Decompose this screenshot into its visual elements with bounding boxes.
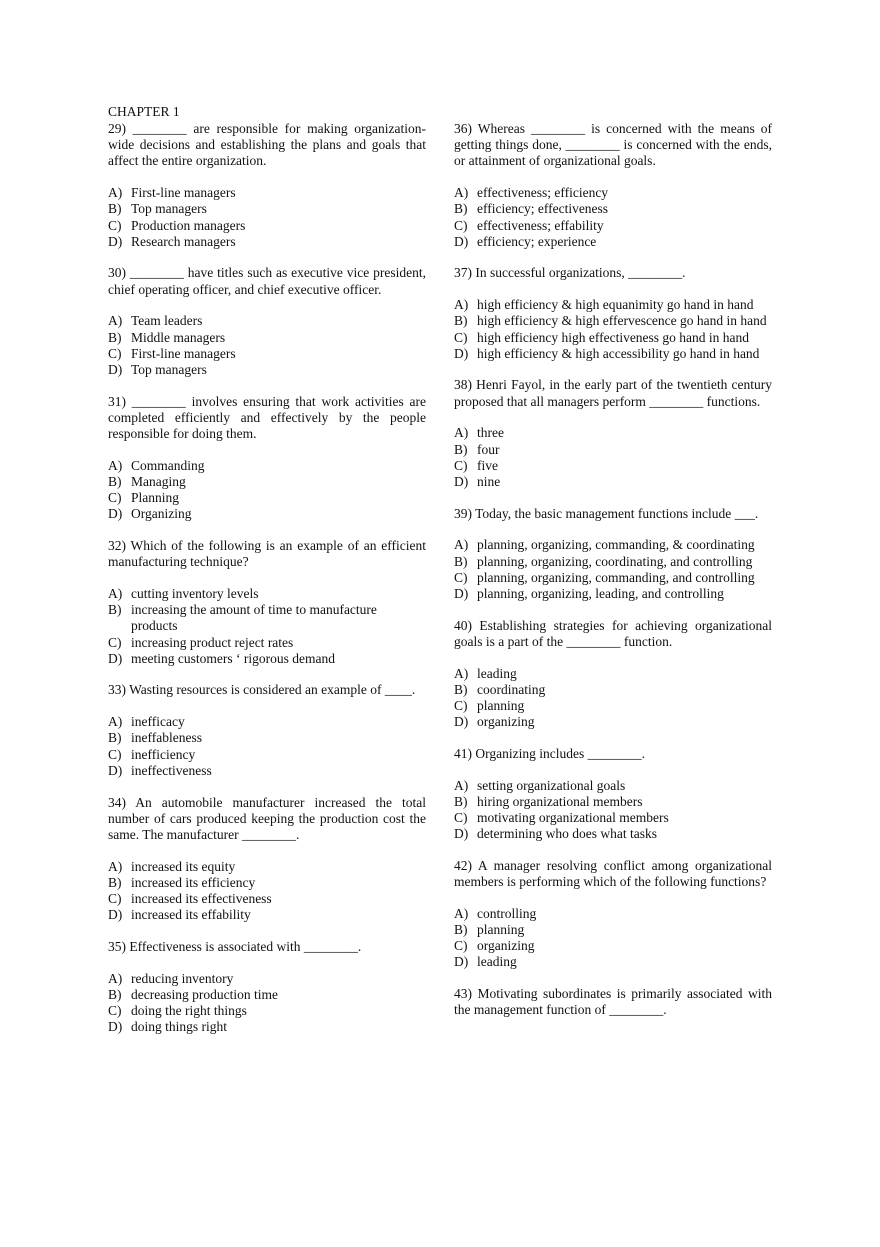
- option-letter: C): [108, 634, 122, 650]
- option-letter: A): [454, 777, 469, 793]
- answer-option: [108, 891, 426, 907]
- option-text: hiring organizational members: [477, 793, 643, 809]
- option-text: Top managers: [131, 201, 207, 217]
- option-letter: B): [454, 793, 468, 809]
- option-text: high efficiency & high equanimity go hand in hand: [477, 297, 754, 313]
- question-block: [454, 506, 772, 603]
- answer-option: [108, 313, 426, 329]
- option-text: Production managers: [131, 217, 246, 233]
- option-text: effectiveness; effability: [477, 217, 604, 233]
- option-letter: D): [108, 650, 123, 666]
- option-letter: B): [454, 553, 468, 569]
- question-stem: 43) Motivating subordinates is primarily associated with the management function of ________.: [454, 986, 772, 1018]
- option-letter: A): [454, 537, 469, 553]
- question-stem: 29) ________ are responsible for making organization-wide decisions and establishing the plans and goals that affect the entire organization.: [108, 121, 426, 169]
- answer-option: [108, 330, 426, 346]
- option-text: planning, organizing, commanding, & coordinating: [477, 537, 755, 553]
- option-letter: D): [108, 233, 123, 249]
- answer-option: [454, 346, 772, 362]
- option-letter: B): [108, 329, 122, 345]
- option-text: high efficiency high effectiveness go hand in hand: [477, 329, 750, 345]
- question-stem: 40) Establishing strategies for achieving organizational goals is a part of the ________ function.: [454, 617, 772, 649]
- answer-option: [108, 747, 426, 763]
- option-letter: D): [454, 714, 469, 730]
- option-text: increasing the amount of time to manufacture products: [131, 602, 377, 634]
- option-letter: B): [454, 441, 468, 457]
- question-stem: 30) ________ have titles such as executive vice president, chief operating officer, and chief executive officer.: [108, 265, 426, 297]
- option-text: meeting customers ‘ rigorous demand: [131, 650, 335, 666]
- option-letter: D): [108, 506, 123, 522]
- option-text: planning: [477, 922, 525, 938]
- option-letter: A): [108, 714, 123, 730]
- question-block: [454, 377, 772, 490]
- question-stem: 38) Henri Fayol, in the early part of the twentieth century proposed that all managers perform ________ functions.: [454, 377, 772, 409]
- option-letter: C): [454, 810, 468, 825]
- option-letter: B): [108, 986, 122, 1002]
- option-text: organizing: [477, 938, 535, 954]
- option-letter: D): [454, 473, 469, 489]
- option-text: Organizing: [131, 506, 192, 522]
- option-letter: D): [454, 345, 469, 361]
- option-text: planning, organizing, commanding, and controlling: [477, 569, 755, 585]
- question-block: [454, 121, 772, 250]
- question-block: [454, 746, 772, 843]
- option-letter: A): [108, 457, 123, 473]
- option-text: five: [477, 457, 498, 473]
- option-letter: D): [454, 954, 469, 970]
- answer-option: [108, 490, 426, 506]
- option-letter: A): [108, 970, 123, 986]
- question-block: [108, 939, 426, 1036]
- answer-option: [108, 763, 426, 779]
- answer-option: [108, 1003, 426, 1019]
- answer-option: [454, 442, 772, 458]
- answer-option: [108, 346, 426, 362]
- option-text: First-line managers: [131, 185, 236, 201]
- option-letter: B): [454, 201, 468, 217]
- answer-option: [454, 201, 772, 217]
- answer-option: [454, 826, 772, 842]
- option-letter: A): [454, 665, 469, 681]
- option-text: organizing: [477, 714, 535, 730]
- option-text: Planning: [131, 490, 180, 506]
- question-block: [108, 795, 426, 924]
- question-stem: 32) Which of the following is an example of an efficient manufacturing technique?: [108, 538, 426, 570]
- option-text: Managing: [131, 473, 186, 489]
- answer-option: [108, 714, 426, 730]
- option-letter: C): [454, 697, 468, 713]
- answer-option: [108, 730, 426, 746]
- answer-option: [108, 458, 426, 474]
- answer-option: [454, 570, 772, 586]
- answer-option: [454, 810, 772, 826]
- chapter-heading: CHAPTER 1: [108, 104, 180, 119]
- option-letter: B): [108, 602, 122, 618]
- option-text: increased its equity: [131, 858, 236, 874]
- option-text: increased its effability: [131, 907, 251, 923]
- option-text: increased its effectiveness: [131, 891, 272, 907]
- option-letter: C): [108, 1003, 122, 1019]
- option-text: effectiveness; efficiency: [477, 185, 609, 201]
- option-text: three: [477, 425, 504, 441]
- question-stem: 41) Organizing includes ________.: [454, 745, 645, 761]
- answer-option: [454, 554, 772, 570]
- option-letter: C): [108, 746, 122, 762]
- option-letter: D): [454, 233, 469, 249]
- answer-option: [454, 330, 772, 346]
- question-block: [454, 618, 772, 731]
- option-letter: D): [108, 762, 123, 778]
- question-block: [108, 538, 426, 667]
- answer-option: [454, 938, 772, 954]
- option-letter: C): [454, 569, 468, 585]
- answer-option: [454, 297, 772, 313]
- option-letter: B): [108, 201, 122, 217]
- option-text: controlling: [477, 905, 537, 921]
- option-text: cutting inventory levels: [131, 585, 259, 601]
- question-block: [454, 986, 772, 1018]
- answer-option: [454, 218, 772, 234]
- option-text: inefficiency: [131, 746, 196, 762]
- option-letter: D): [454, 585, 469, 601]
- answer-option: [108, 1019, 426, 1035]
- right-column: [454, 121, 772, 1034]
- answer-option: [108, 907, 426, 923]
- option-text: setting organizational goals: [477, 777, 626, 793]
- left-column: [108, 121, 426, 1051]
- option-letter: D): [108, 361, 123, 377]
- option-letter: C): [108, 345, 122, 361]
- option-letter: B): [108, 730, 122, 746]
- answer-option: [108, 218, 426, 234]
- option-text: leading: [477, 665, 517, 681]
- option-text: planning, organizing, coordinating, and controlling: [477, 553, 753, 569]
- answer-option: [108, 201, 426, 217]
- option-text: planning: [477, 697, 525, 713]
- option-letter: A): [454, 425, 469, 441]
- answer-option: [454, 794, 772, 810]
- answer-option: [454, 537, 772, 553]
- option-letter: C): [454, 938, 468, 954]
- option-letter: A): [108, 858, 123, 874]
- option-text: planning, organizing, leading, and controlling: [477, 585, 724, 601]
- answer-option: [108, 971, 426, 987]
- question-stem: 34) An automobile manufacturer increased the total number of cars produced keeping the production cost the same. The manufacturer ________.: [108, 794, 426, 842]
- answer-option: [454, 666, 772, 682]
- answer-option: [454, 185, 772, 201]
- option-letter: D): [108, 907, 123, 923]
- option-letter: B): [454, 313, 468, 329]
- option-letter: A): [108, 585, 123, 601]
- option-text: high efficiency & high effervescence go hand in hand: [477, 313, 767, 329]
- option-letter: A): [454, 905, 469, 921]
- option-text: coordinating: [477, 681, 546, 697]
- option-letter: A): [454, 297, 469, 313]
- option-text: ineffectiveness: [131, 762, 212, 778]
- answer-option: [108, 651, 426, 667]
- option-letter: C): [108, 891, 122, 907]
- question-block: [108, 394, 426, 523]
- option-text: determining who does what tasks: [477, 826, 657, 842]
- option-text: Middle managers: [131, 329, 226, 345]
- question-block: [454, 858, 772, 971]
- option-letter: B): [454, 681, 468, 697]
- answer-option: [108, 586, 426, 602]
- answer-option: [454, 714, 772, 730]
- answer-option: [108, 474, 426, 490]
- answer-option: [454, 682, 772, 698]
- option-text: Top managers: [131, 361, 207, 377]
- option-text: four: [477, 441, 500, 457]
- option-letter: C): [108, 217, 122, 233]
- answer-option: [454, 906, 772, 922]
- option-text: Research managers: [131, 233, 236, 249]
- option-letter: D): [454, 826, 469, 842]
- option-text: increased its efficiency: [131, 874, 256, 890]
- option-letter: A): [108, 313, 123, 329]
- option-text: First-line managers: [131, 345, 236, 361]
- question-stem: 37) In successful organizations, ________.: [454, 265, 686, 281]
- question-stem: 35) Effectiveness is associated with ________.: [108, 938, 362, 954]
- question-block: [454, 265, 772, 362]
- question-stem: 36) Whereas ________ is concerned with the means of getting things done, ________ is concerned with the ends, or attainment of organizational goals.: [454, 121, 772, 169]
- question-block: [108, 265, 426, 378]
- answer-option: [108, 859, 426, 875]
- option-text: Team leaders: [131, 313, 203, 329]
- answer-option: [454, 425, 772, 441]
- option-letter: A): [108, 185, 123, 201]
- option-letter: C): [454, 217, 468, 233]
- option-text: increasing product reject rates: [131, 634, 294, 650]
- option-letter: D): [108, 1019, 123, 1035]
- question-block: [108, 682, 426, 779]
- option-text: motivating organizational members: [477, 810, 669, 825]
- option-text: ineffableness: [131, 730, 202, 746]
- option-text: nine: [477, 473, 501, 489]
- answer-option: [108, 635, 426, 651]
- answer-option: [108, 185, 426, 201]
- answer-option: [454, 778, 772, 794]
- answer-option: [454, 922, 772, 938]
- question-stem: 33) Wasting resources is considered an example of ____.: [108, 682, 416, 698]
- option-letter: B): [454, 922, 468, 938]
- answer-option: [108, 234, 426, 250]
- answer-option: [454, 234, 772, 250]
- answer-option: [454, 954, 772, 970]
- question-block: [108, 121, 426, 250]
- option-letter: C): [108, 490, 122, 506]
- option-text: Commanding: [131, 457, 205, 473]
- option-text: efficiency; effectiveness: [477, 201, 609, 217]
- option-letter: C): [454, 457, 468, 473]
- option-text: doing the right things: [131, 1003, 247, 1019]
- question-stem: 39) Today, the basic management functions include ___.: [454, 505, 759, 521]
- answer-option: [108, 362, 426, 378]
- answer-option: [108, 875, 426, 891]
- option-text: high efficiency & high accessibility go hand in hand: [477, 345, 760, 361]
- answer-option: [454, 586, 772, 602]
- option-letter: C): [454, 329, 468, 345]
- answer-option: [108, 602, 426, 634]
- option-text: leading: [477, 954, 517, 970]
- option-letter: B): [108, 473, 122, 489]
- option-text: doing things right: [131, 1019, 228, 1035]
- answer-option: [454, 474, 772, 490]
- option-text: inefficacy: [131, 714, 185, 730]
- answer-option: [454, 458, 772, 474]
- option-text: efficiency; experience: [477, 233, 597, 249]
- question-stem: 31) ________ involves ensuring that work activities are completed efficiently and effectively by the people responsible for doing them.: [108, 393, 426, 442]
- answer-option: [108, 506, 426, 522]
- option-letter: B): [108, 874, 122, 890]
- answer-option: [454, 313, 772, 329]
- option-text: reducing inventory: [131, 970, 234, 986]
- answer-option: [454, 698, 772, 714]
- answer-option: [108, 987, 426, 1003]
- option-text: decreasing production time: [131, 986, 278, 1002]
- option-letter: A): [454, 185, 469, 201]
- question-stem: 42) A manager resolving conflict among organizational members is performing which of the following functions?: [454, 857, 772, 890]
